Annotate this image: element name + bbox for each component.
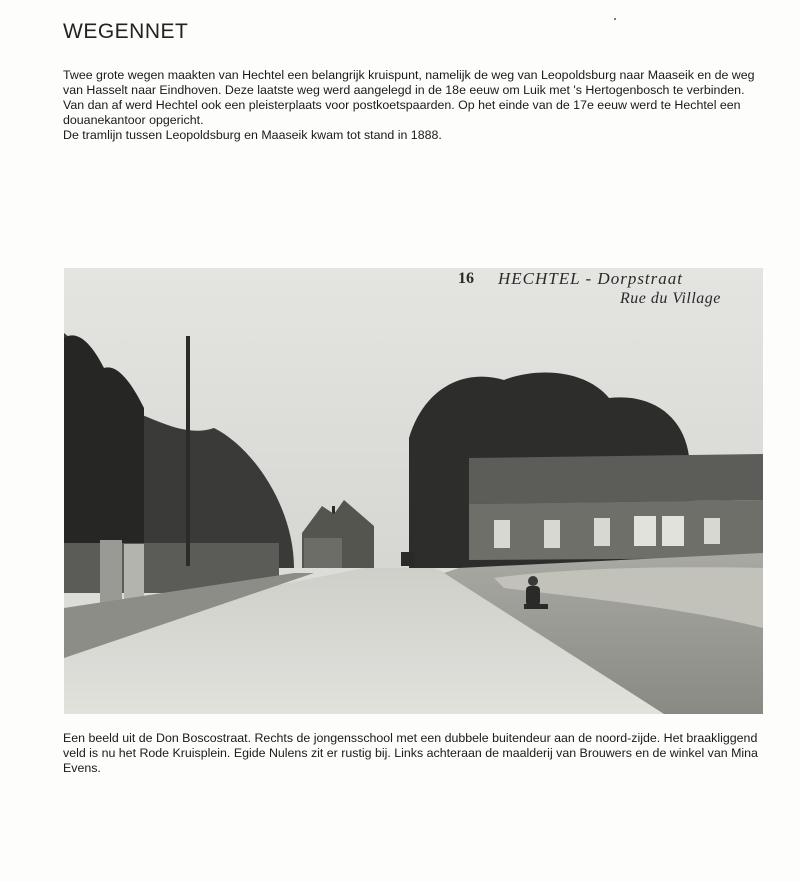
photo-title: HECHTEL - Dorpstraat bbox=[498, 269, 683, 288]
photo-caption: Een beeld uit de Don Boscostraat. Rechts de jongensschool met een dubbele buitendeur aan de noord-zijde. Het braakliggend veld is nu het Rode Kruisplein. Egide Nulens zit er rustig bij. Links achteraan de maalderij van Brouwers en de winkel van Mina Evens. bbox=[63, 731, 758, 775]
intro-paragraph-3: De tramlijn tussen Leopoldsburg en Maaseik kwam tot stand in 1888. bbox=[63, 128, 442, 142]
photo-subtitle: Rue du Village bbox=[620, 290, 721, 307]
photo-number: 16 bbox=[458, 270, 474, 287]
stray-mark bbox=[614, 18, 616, 20]
historic-photo bbox=[64, 268, 763, 714]
page-title: WEGENNET bbox=[63, 20, 189, 43]
intro-paragraph-2: Van dan af werd Hechtel ook een pleisterplaats voor postkoetspaarden. Op het einde van de 17e eeuw werd te Hechtel een douanekantoor opgericht. bbox=[63, 98, 741, 127]
intro-text bbox=[63, 68, 768, 143]
street-scene-illustration bbox=[64, 268, 763, 714]
intro-paragraph-1: Twee grote wegen maakten van Hechtel een belangrijk kruispunt, namelijk de weg van Leopoldsburg naar Maaseik en de weg van Hasselt naar Eindhoven. Deze laatste weg werd aangelegd in de 18e eeuw om Luik met 's Hertogenbosch te verbinden. bbox=[63, 68, 755, 97]
